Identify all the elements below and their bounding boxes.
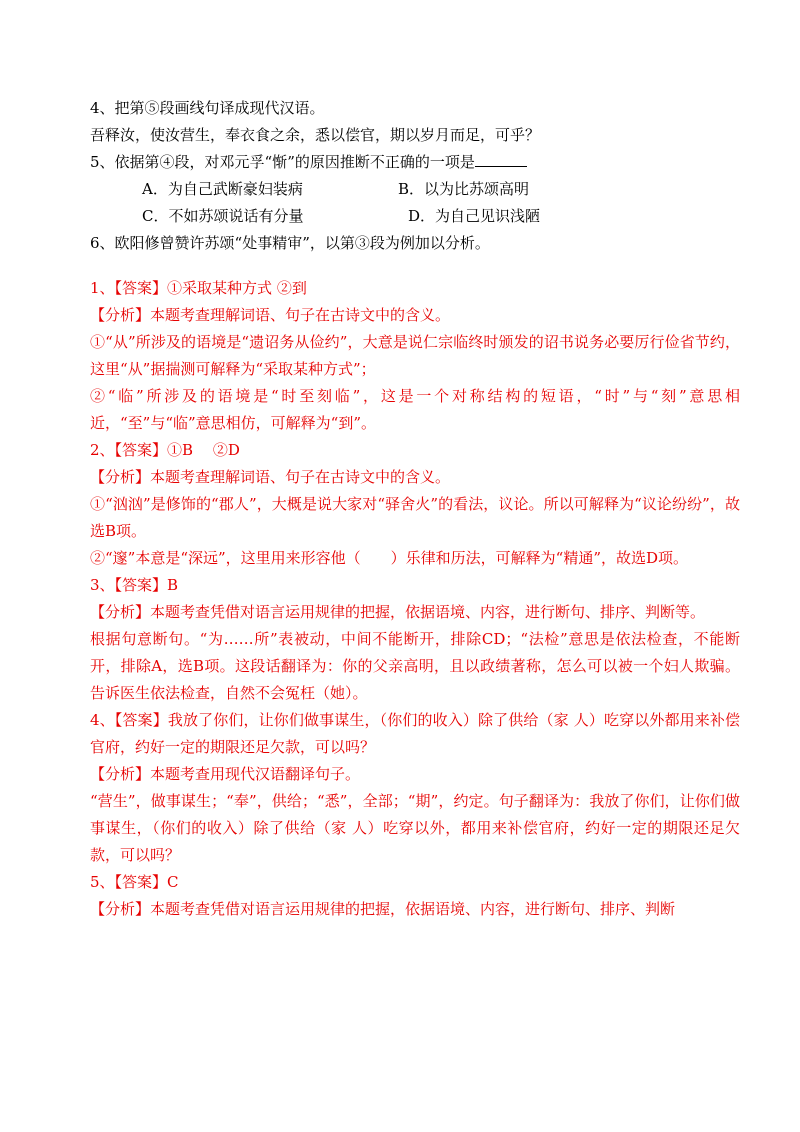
question-5-options-row-2 (90, 203, 740, 230)
question-5-options-row-1 (90, 176, 740, 203)
answer-2-analysis: 【分析】本题考查理解词语、句子在古诗文中的含义。 (90, 468, 451, 486)
answer-1: 1、【答案】①采取某种方式 ②到 (90, 279, 307, 297)
answer-5-analysis: 【分析】本题考查凭借对语言运用规律的把握，依据语境、内容，进行断句、排序、判断 (90, 900, 676, 918)
answer-4-analysis: 【分析】本题考查用现代汉语翻译句子。 (90, 765, 361, 783)
answer-2-paragraph-1: ①“汹汹”是修饰的“郡人”，大概是说大家对“驿舍火”的看法，议论。所以可解释为“议论纷纷”，故选B项。 (90, 495, 740, 540)
answer-1-paragraph-2: ②“临”所涉及的语境是“时至刻临”，这是一个对称结构的短语，“时”与“刻”意思相近，“至”与“临”意思相仿，可解释为“到”。 (90, 387, 740, 432)
answer-2-paragraph-2: ②“邃”本意是“深远”，这里用来形容他（ ）乐律和历法，可解释为“精通”，故选D项。 (90, 549, 689, 567)
question-6: 6、欧阳修曾赞许苏颂“处事精审”，以第③段为例加以分析。 (90, 234, 490, 252)
answers-section (90, 275, 740, 923)
option-a: A．为自己武断豪妇装病 (142, 180, 303, 198)
option-d: D．为自己见识浅陋 (408, 207, 541, 225)
answer-blank (475, 152, 527, 167)
document-content (90, 95, 740, 923)
answer-5: 5、【答案】C (90, 873, 179, 891)
answer-1-analysis: 【分析】本题考查理解词语、句子在古诗文中的含义。 (90, 306, 451, 324)
answer-4-paragraph-1: “营生”，做事谋生；“奉”，供给；“悉”，全部；“期”，约定。句子翻译为：我放了你们，让你们做事谋生，（你们的收入）除了供给（家 人）吃穿以外，都用来补偿官府，约好一定的期限还足欠款，可以吗？ (90, 792, 740, 864)
answer-3-paragraph-1: 根据句意断句。“为……所”表被动，中间不能断开，排除CD；“法检”意思是依法检查，不能断开，排除A，选B项。这段话翻译为：你的父亲高明，且以政绩著称，怎么可以被一个妇人欺骗。告诉医生依法检查，自然不会冤枉（她）。 (90, 630, 740, 702)
question-5-text: 5、依据第④段，对邓元孚“惭”的原因推断不正确的一项是 (90, 153, 475, 171)
answer-3-analysis: 【分析】本题考查凭借对语言运用规律的把握，依据语境、内容，进行断句、排序、判断等。 (90, 603, 706, 621)
answer-1-paragraph-1: ①“从”所涉及的语境是“遗诏务从俭约”，大意是说仁宗临终时颁发的诏书说务必要厉行俭省节约，这里“从”据揣测可解释为“采取某种方式”； (90, 333, 740, 378)
question-4-sentence: 吾释汝，使汝营生，奉衣食之余，悉以偿官，期以岁月而足，可乎？ (90, 126, 541, 144)
option-c: C．不如苏颂说话有分量 (142, 207, 304, 225)
answer-2: 2、【答案】①B ②D (90, 441, 240, 459)
option-b: B．以为比苏颂高明 (398, 180, 530, 198)
answer-3: 3、【答案】B (90, 576, 179, 594)
questions-section (90, 95, 740, 257)
answer-4: 4、【答案】我放了你们，让你们做事谋生，（你们的收入）除了供给（家 人）吃穿以外都用来补偿官府，约好一定的期限还足欠款，可以吗？ (90, 711, 740, 756)
question-4: 4、把第⑤段画线句译成现代汉语。 (90, 99, 325, 117)
question-5 (90, 149, 740, 176)
section-gap (90, 257, 740, 275)
